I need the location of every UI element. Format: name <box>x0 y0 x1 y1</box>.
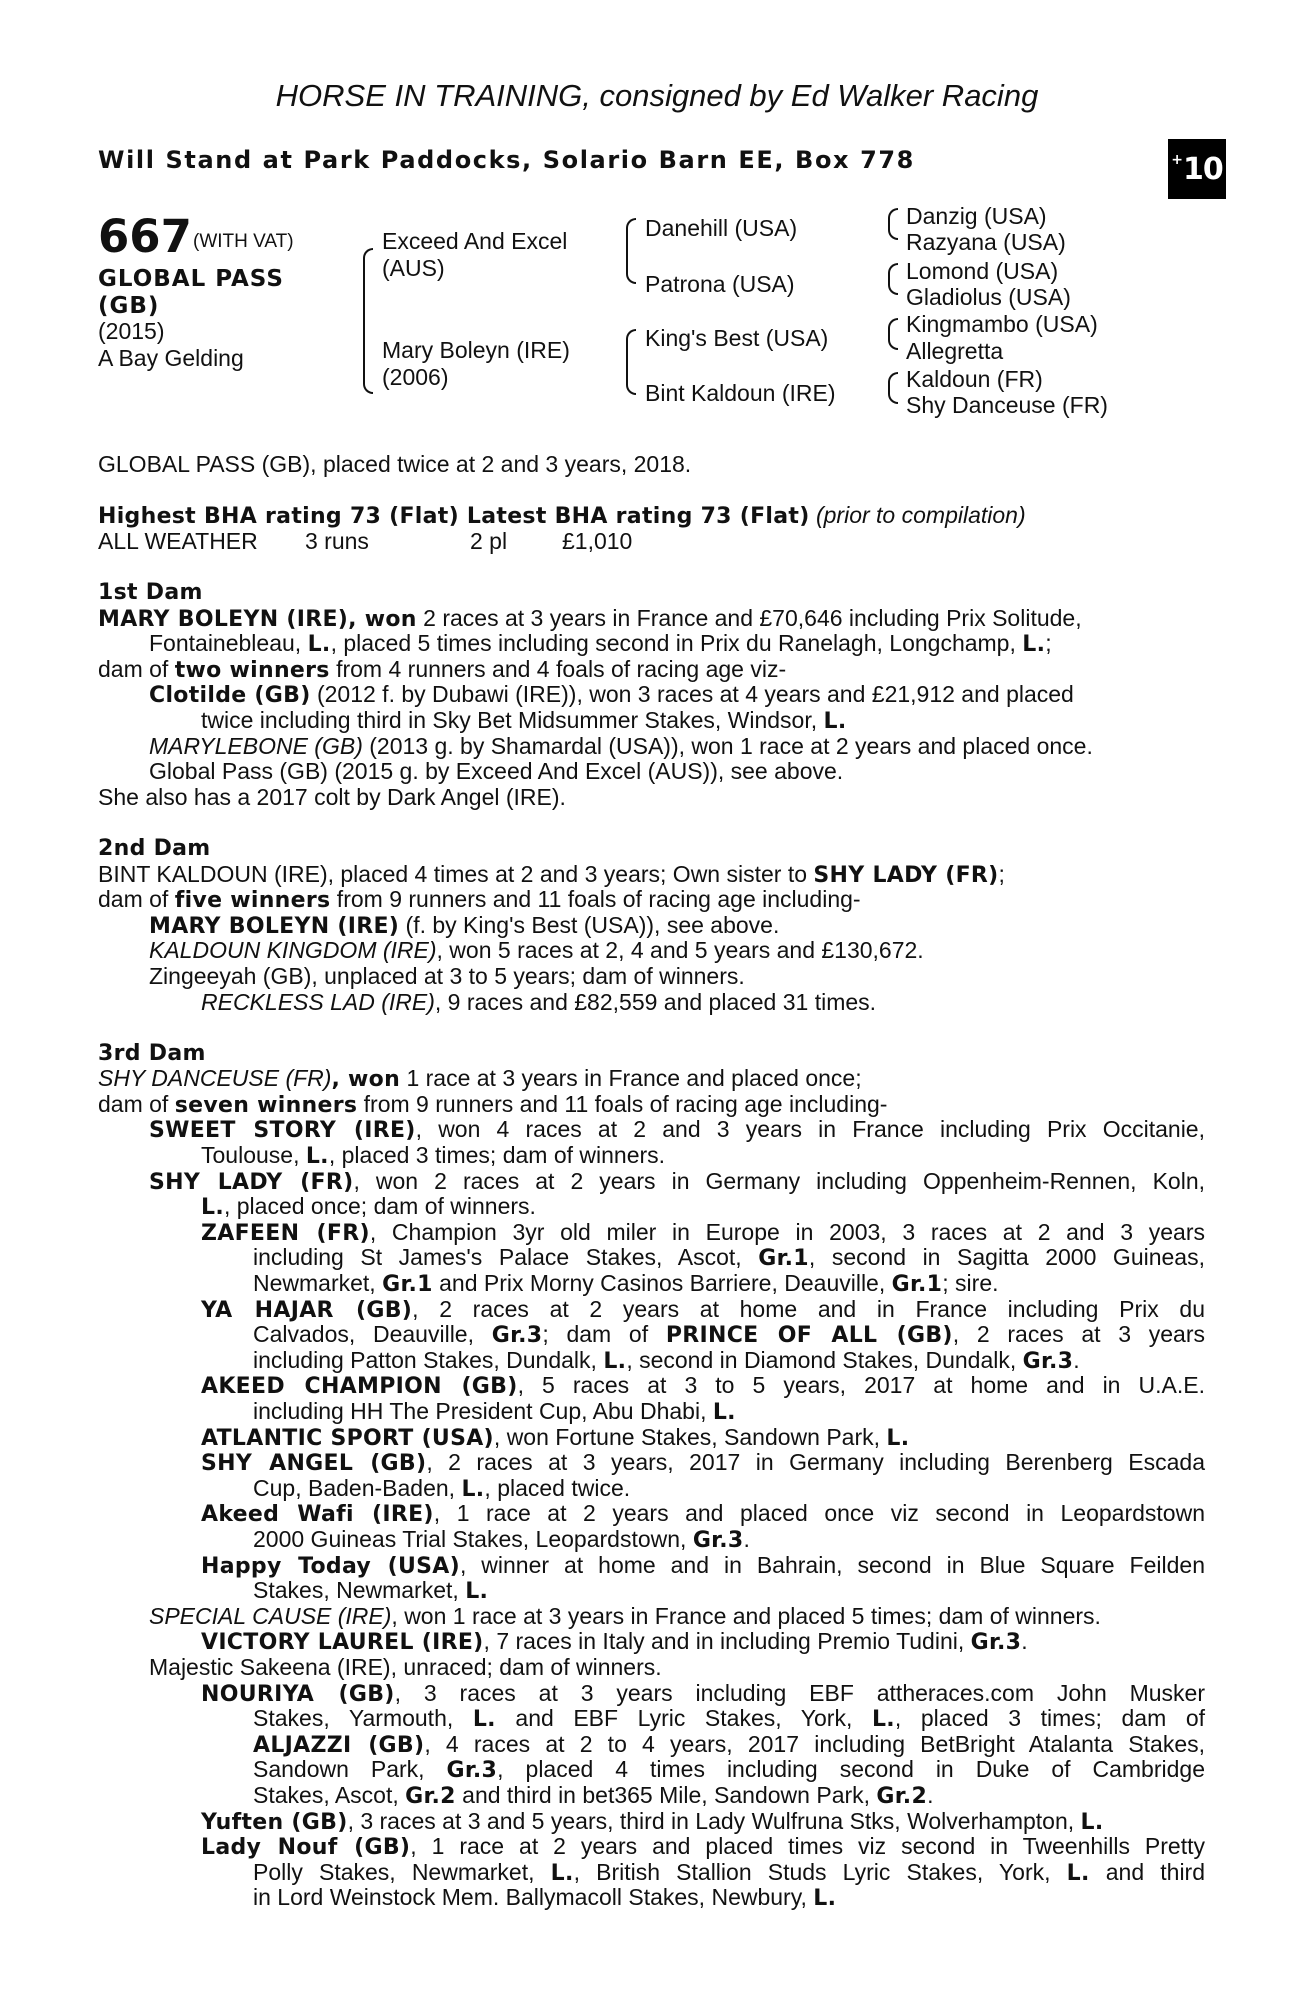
progeny-name: Akeed Wafi (IRE) <box>201 1502 434 1528</box>
third-dam-line <box>98 1373 1205 1399</box>
pedigree-brace-5 <box>888 263 898 295</box>
second-dam-heading: 2nd Dam <box>98 835 211 861</box>
text: , 2 races at 3 years <box>952 1321 1205 1348</box>
text: , 5 races at 3 to 5 years, 2017 at home and in U.A.E. <box>517 1372 1205 1399</box>
text: ; sire. <box>942 1270 999 1297</box>
aw-label: ALL WEATHER <box>98 528 258 554</box>
ancestor-3: Lomond (USA) <box>906 258 1059 284</box>
text: Toulouse, <box>201 1142 306 1169</box>
text: Stakes, Yarmouth, <box>253 1705 473 1732</box>
bha-ratings <box>98 502 1026 529</box>
text: Cup, Baden-Baden, <box>253 1474 462 1501</box>
progeny-name: YA HAJAR (GB) <box>201 1297 413 1323</box>
stable-location: Will Stand at Park Paddocks, Solario Barn EE, Box 778 <box>98 146 915 174</box>
dam-name: MARY BOLEYN (IRE) <box>98 606 349 632</box>
text: , 3 races at 3 years including EBF attheraces.com John Musker <box>394 1679 1205 1706</box>
first-dam-line: Global Pass (GB) (2015 g. by Exceed And Excel (AUS)), see above. <box>149 758 844 785</box>
race-grade: L. <box>603 1348 627 1374</box>
third-dam-line <box>98 1092 1205 1118</box>
sister-name: SHY LADY (FR) <box>813 862 999 888</box>
dam-sire: King's Best (USA) <box>645 325 829 351</box>
third-dam-line <box>98 1681 1205 1707</box>
race-grade: L. <box>201 1195 224 1221</box>
rating-text: Highest BHA rating 73 (Flat) Latest BHA rating 73 (Flat) <box>98 504 810 529</box>
won-label: , won <box>348 606 417 632</box>
text: ; dam of <box>542 1321 666 1348</box>
pedigree-brace-7 <box>888 372 898 404</box>
pedigree-sire <box>382 228 567 282</box>
third-dam-line <box>98 1809 1205 1835</box>
second-dam-line <box>98 913 1205 939</box>
third-dam-line <box>98 1757 1205 1783</box>
third-dam-line <box>98 1834 1205 1860</box>
first-dam-line: She also has a 2017 colt by Dark Angel (IRE). <box>98 783 566 810</box>
third-dam-line <box>98 1706 1205 1732</box>
text: from 4 runners and 4 foals of racing age viz- <box>329 655 787 682</box>
all-weather-record <box>98 528 632 555</box>
horse-year: (2015) <box>98 318 165 344</box>
text: , 1 race at 2 years and placed once viz second in Leopardstown <box>433 1500 1205 1527</box>
third-dam-line <box>98 1578 1205 1604</box>
text: 2000 Guineas Trial Stakes, Leopardstown, <box>253 1525 693 1552</box>
dam-dam: Bint Kaldoun (IRE) <box>645 380 836 406</box>
race-grade: L. <box>465 1579 489 1605</box>
pedigree-brace-3 <box>626 329 636 395</box>
first-dam-line <box>98 606 1205 632</box>
first-dam-line <box>98 708 1205 734</box>
progeny-name: SWEET STORY (IRE) <box>149 1118 416 1144</box>
text: , won Fortune Stakes, Sandown Park, <box>493 1423 887 1450</box>
progeny-name: Yuften (GB) <box>201 1809 348 1835</box>
text: ; <box>1045 630 1052 657</box>
aw-placed: 2 pl <box>470 528 508 554</box>
text: . <box>927 1781 934 1808</box>
third-dam-line <box>98 1629 1205 1655</box>
race-grade: L. <box>307 632 331 658</box>
text: , winner at home and in Bahrain, second in Blue Square Feilden <box>459 1551 1205 1578</box>
text: , placed 3 times; dam of <box>894 1705 1206 1732</box>
third-dam-line <box>98 1194 1205 1220</box>
horse-name-line2: (GB) <box>98 293 160 319</box>
text: , 9 races and £82,559 and placed 31 times. <box>434 988 877 1015</box>
second-dam-line <box>98 862 1205 888</box>
text: (2012 f. by Dubawi (IRE)), won 3 races at 4 years and £21,912 and placed <box>310 681 1074 708</box>
aw-earnings: £1,010 <box>562 528 633 554</box>
dam-name: Mary Boleyn (IRE) <box>382 337 570 363</box>
third-dam-line <box>98 1501 1205 1527</box>
text: and Prix Morny Casinos Barriere, Deauville, <box>432 1270 892 1297</box>
text: Fontainebleau, <box>149 630 308 657</box>
race-grade: L. <box>1066 1860 1090 1886</box>
text: Calvados, Deauville, <box>253 1321 492 1348</box>
third-dam-line <box>98 1143 1205 1169</box>
first-dam-heading: 1st Dam <box>98 580 203 605</box>
won-label: , won <box>331 1067 401 1093</box>
aw-runs: 3 runs <box>305 528 369 554</box>
third-dam-line <box>98 1117 1205 1143</box>
sire-sire: Danehill (USA) <box>645 215 798 241</box>
lot-number: 667 <box>98 210 192 263</box>
race-grade: Gr.3 <box>446 1758 498 1784</box>
winners-count: seven winners <box>174 1092 358 1118</box>
third-dam-line <box>98 1399 1205 1425</box>
progeny-name: SHY ANGEL (GB) <box>201 1451 427 1477</box>
progeny-name: AKEED CHAMPION (GB) <box>201 1374 518 1400</box>
text: , 7 races in Italy and in including Premio Tudini, <box>483 1628 971 1655</box>
first-dam-line <box>98 657 1205 683</box>
text: , second in Diamond Stakes, Dundalk, <box>626 1346 1023 1373</box>
second-dam-line: Zingeeyah (GB), unplaced at 3 to 5 years; dam of winners. <box>149 962 745 989</box>
race-grade: Gr.1 <box>891 1272 943 1298</box>
text: from 9 runners and 11 foals of racing age including- <box>357 1090 888 1117</box>
winners-count: five winners <box>174 888 331 914</box>
progeny-name: MARYLEBONE (GB) <box>149 732 363 759</box>
progeny-name: NOURIYA (GB) <box>201 1681 395 1707</box>
text: Stakes, Newmarket, <box>253 1577 466 1604</box>
text: (f. by King's Best (USA)), see above. <box>399 911 780 938</box>
text: dam of <box>98 1090 175 1117</box>
lot-vat: (WITH VAT) <box>193 231 294 252</box>
third-dam-line <box>98 1220 1205 1246</box>
text: , 2 races at 3 years, 2017 in Germany including Berenberg Escada <box>426 1449 1205 1476</box>
sire-country: (AUS) <box>382 255 445 281</box>
third-dam-line <box>98 1553 1205 1579</box>
progeny-name: KALDOUN KINGDOM (IRE) <box>149 937 437 964</box>
race-grade: Gr.1 <box>382 1272 433 1298</box>
text: Polly Stakes, Newmarket, <box>253 1858 551 1885</box>
ancestor-1: Danzig (USA) <box>906 203 1047 229</box>
badge-number: 10 <box>1182 151 1223 187</box>
race-grade: Gr.3 <box>692 1527 744 1553</box>
progeny-name: Clotilde (GB) <box>149 683 311 709</box>
progeny-name: ALJAZZI (GB) <box>253 1732 425 1758</box>
pedigree-dam <box>382 337 570 391</box>
text: , Champion 3yr old miler in Europe in 2003, 3 races at 2 and 3 years <box>369 1218 1205 1245</box>
ancestor-7: Kaldoun (FR) <box>906 366 1043 392</box>
third-dam-line <box>98 1245 1205 1271</box>
text: , 4 races at 2 to 4 years, 2017 including BetBright Atalanta Stakes, <box>424 1730 1205 1757</box>
third-dam-line <box>98 1297 1205 1323</box>
horse-description: A Bay Gelding <box>98 345 244 371</box>
race-grade: L. <box>712 1400 736 1425</box>
race-grade: L. <box>813 1886 837 1912</box>
winners-count: two winners <box>174 657 330 683</box>
third-dam-heading: 3rd Dam <box>98 1040 206 1066</box>
third-dam-line <box>98 1860 1205 1886</box>
second-dam-line <box>98 938 1205 964</box>
text: . <box>1073 1346 1080 1373</box>
horse-name-line1: GLOBAL PASS <box>98 266 284 292</box>
text: , placed 3 times; dam of winners. <box>328 1142 666 1169</box>
race-grade: Gr.3 <box>491 1323 543 1349</box>
progeny-name: VICTORY LAUREL (IRE) <box>201 1630 484 1656</box>
ancestor-6: Allegretta <box>906 338 1004 364</box>
text: Newmarket, <box>253 1270 383 1297</box>
catalogue-title: HORSE IN TRAINING, consigned by Ed Walker Racing <box>275 78 1039 113</box>
text: , placed 5 times including second in Prix du Ranelagh, Longchamp, <box>330 630 1023 657</box>
text: Stakes, Ascot, <box>253 1781 406 1808</box>
lot-badge <box>1168 139 1226 199</box>
race-grade: Gr.2 <box>405 1783 456 1809</box>
text: , won 1 race at 3 years in France and placed 5 times; dam of winners. <box>391 1602 1101 1629</box>
third-dam-line <box>98 1066 1205 1092</box>
progeny-name: MARY BOLEYN (IRE) <box>149 913 400 939</box>
text: 1 race at 3 years in France and placed once; <box>400 1065 862 1092</box>
ancestor-2: Razyana (USA) <box>906 229 1066 255</box>
first-dam-line <box>98 734 1205 760</box>
text: , 1 race at 2 years and placed times viz second in Tweenhills Pretty <box>410 1833 1206 1860</box>
race-grade: L. <box>472 1707 496 1733</box>
progeny-name: ATLANTIC SPORT (USA) <box>201 1425 494 1451</box>
text: (2013 g. by Shamardal (USA)), won 1 race at 2 years and placed once. <box>362 732 1093 759</box>
text: BINT KALDOUN (IRE), placed 4 times at 2 and 3 years; Own sister to <box>98 860 814 887</box>
text: from 9 runners and 11 foals of racing age including- <box>330 886 861 913</box>
race-grade: L. <box>871 1707 895 1733</box>
text: including St James's Palace Stakes, Ascot, <box>253 1244 759 1271</box>
rating-note: (prior to compilation) <box>815 502 1026 528</box>
horse-name <box>98 266 284 320</box>
progeny-name: RECKLESS LAD (IRE) <box>201 988 435 1015</box>
text: in Lord Weinstock Mem. Ballymacoll Stakes, Newbury, <box>253 1884 814 1911</box>
text: dam of <box>98 655 175 682</box>
text: , British Stallion Studs Lyric Stakes, York, <box>573 1858 1067 1885</box>
text: Sandown Park, <box>253 1756 447 1783</box>
race-grade: L. <box>550 1860 574 1886</box>
text: , won 4 races at 2 and 3 years in France including Prix Occitanie, <box>415 1116 1205 1143</box>
race-grade: Gr.3 <box>970 1630 1022 1656</box>
progeny-name: Happy Today (USA) <box>201 1553 460 1579</box>
text: and third <box>1089 1858 1205 1885</box>
pedigree-brace-2 <box>626 218 636 284</box>
text: and EBF Lyric Stakes, York, <box>495 1705 872 1732</box>
third-dam-line <box>98 1604 1205 1630</box>
text: 2 races at 3 years in France and £70,646 including Prix Solitude, <box>416 604 1082 631</box>
race-grade: L. <box>1080 1809 1104 1835</box>
text: . <box>1021 1628 1028 1655</box>
text: including Patton Stakes, Dundalk, <box>253 1346 604 1373</box>
first-dam-line <box>98 631 1205 657</box>
text: , won 2 races at 2 years in Germany including Oppenheim-Rennen, Koln, <box>353 1167 1205 1194</box>
third-dam-line <box>98 1169 1205 1195</box>
second-dam-line <box>98 990 1205 1016</box>
dam-name: SHY DANCEUSE (FR) <box>98 1065 332 1092</box>
text: , placed once; dam of winners. <box>223 1193 536 1220</box>
dam-year: (2006) <box>382 364 449 390</box>
text: , placed 4 times including second in Duke of Cambridge <box>497 1756 1205 1783</box>
ancestor-8: Shy Danceuse (FR) <box>906 392 1108 418</box>
text: , 3 races at 3 and 5 years, third in Lady Wulfruna Stks, Wolverhampton, <box>347 1807 1081 1834</box>
progeny-name: ZAFEEN (FR) <box>201 1220 370 1246</box>
text: , won 5 races at 2, 4 and 5 years and £130,672. <box>436 937 924 964</box>
race-grade: L. <box>461 1476 485 1502</box>
progeny-name: Lady Nouf (GB) <box>201 1835 411 1861</box>
third-dam-line: Majestic Sakeena (IRE), unraced; dam of winners. <box>149 1653 662 1680</box>
race-grade: L. <box>886 1425 910 1451</box>
plus-icon: + <box>1171 152 1182 168</box>
sire-dam: Patrona (USA) <box>645 271 795 297</box>
text: including HH The President Cup, Abu Dhabi, <box>253 1398 713 1424</box>
third-dam-line <box>98 1322 1205 1348</box>
first-dam-line <box>98 682 1205 708</box>
race-grade: L. <box>1022 632 1046 658</box>
text: ; <box>998 860 1005 887</box>
third-dam-line <box>98 1527 1205 1553</box>
text: . <box>743 1525 750 1552</box>
text: dam of <box>98 886 175 913</box>
race-grade: Gr.1 <box>758 1246 809 1272</box>
sire-name: Exceed And Excel <box>382 228 568 254</box>
race-grade: L. <box>305 1144 329 1170</box>
second-dam-line <box>98 887 1205 913</box>
third-dam-line <box>98 1885 1205 1911</box>
progeny-name: SHY LADY (FR) <box>149 1169 354 1195</box>
text: , 2 races at 2 years at home and in France including Prix du <box>412 1295 1205 1322</box>
text: , placed twice. <box>484 1474 631 1501</box>
third-dam-line <box>98 1450 1205 1476</box>
third-dam-line <box>98 1783 1205 1809</box>
text: twice including third in Sky Bet Midsummer Stakes, Windsor, <box>201 706 824 733</box>
progeny-name: SPECIAL CAUSE (IRE) <box>149 1602 392 1629</box>
third-dam-line <box>98 1271 1205 1297</box>
pedigree-brace-1 <box>363 248 373 394</box>
race-grade: Gr.2 <box>876 1783 928 1809</box>
ancestor-5: Kingmambo (USA) <box>906 311 1098 337</box>
race-grade: L. <box>823 708 847 734</box>
text: and third in bet365 Mile, Sandown Park, <box>455 1781 877 1808</box>
family-section <box>98 580 1205 1911</box>
progeny-name: PRINCE OF ALL (GB) <box>665 1323 953 1349</box>
pedigree-brace-4 <box>888 208 898 240</box>
third-dam-line <box>98 1425 1205 1451</box>
third-dam-line <box>98 1348 1205 1374</box>
ancestor-4: Gladiolus (USA) <box>906 284 1071 310</box>
race-grade: Gr.3 <box>1022 1348 1074 1374</box>
third-dam-line <box>98 1732 1205 1758</box>
text: , second in Sagitta 2000 Guineas, <box>808 1244 1205 1271</box>
pedigree-brace-6 <box>888 318 898 350</box>
third-dam-line <box>98 1476 1205 1502</box>
racing-summary: GLOBAL PASS (GB), placed twice at 2 and 3 years, 2018. <box>98 451 692 477</box>
